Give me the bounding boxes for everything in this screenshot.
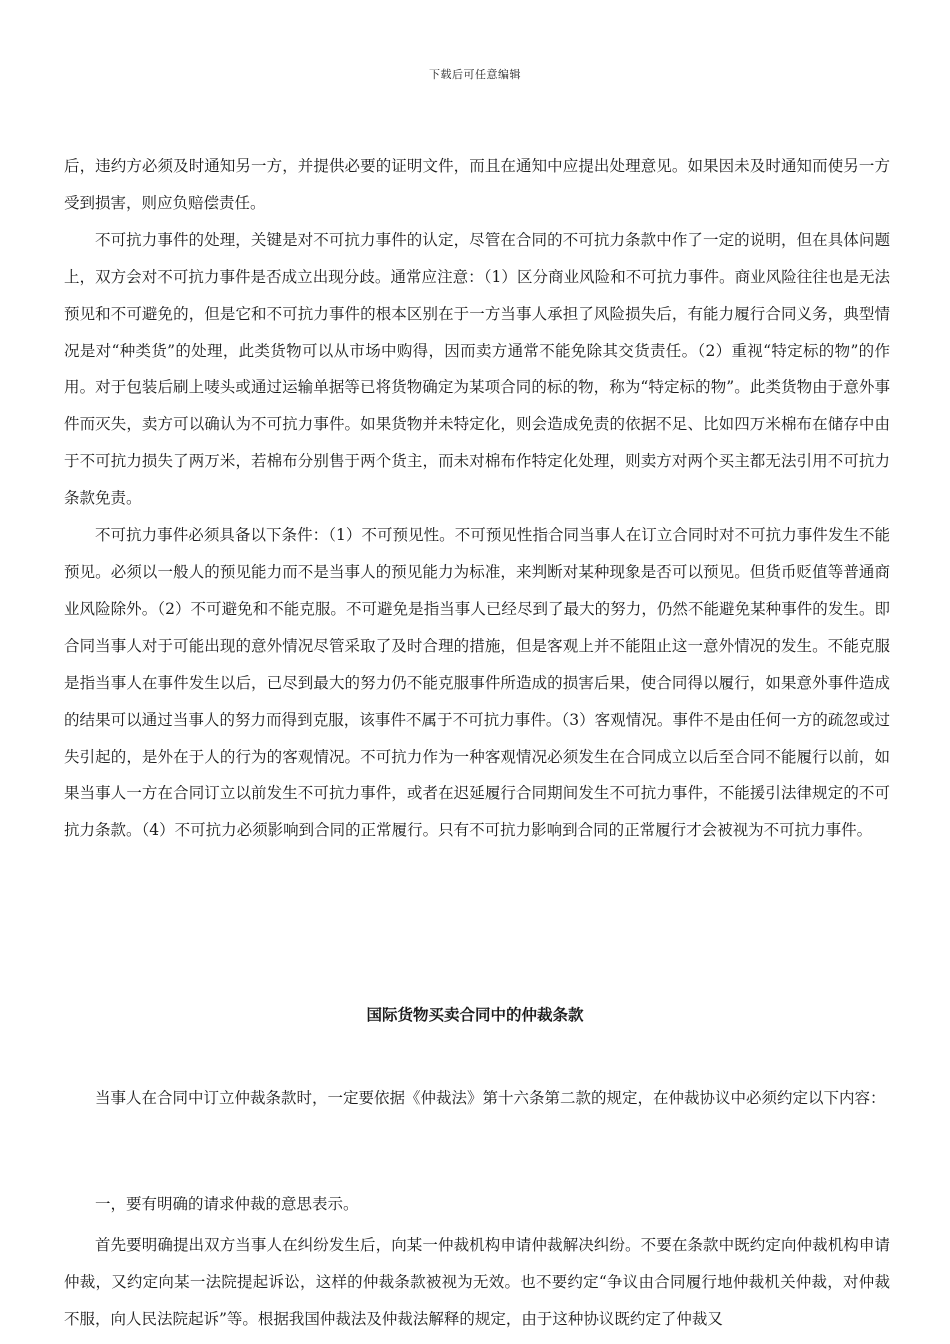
point-1-body: 首先要明确提出双方当事人在纠纷发生后，向某一仲裁机构申请仲裁解决纠纷。不要在条款中既约定向仲裁机构申请仲裁，又约定向某一法院提起诉讼，这样的仲裁条款被视为无效。也不要约定“争议由合同履行地仲裁机关仲裁，对仲裁不服，向人民法院起诉”等。根据我国仲裁法及仲裁法解释的规定，由于这种协议既约定了仲裁又 — [64, 1235, 890, 1328]
paragraph-arbitration-intro: 当事人在合同中订立仲裁条款时，一定要依据《仲裁法》第十六条第二款的规定，在仲裁协议中必须约定以下内容： — [95, 1089, 886, 1107]
point-1-heading: 一，要有明确的请求仲裁的意思表示。 — [95, 1195, 359, 1213]
section-heading-arbitration: 国际货物买卖合同中的仲裁条款 — [366, 1005, 584, 1024]
arbitration-point-block — [64, 1186, 890, 1338]
paragraph-handling: 不可抗力事件的处理，关键是对不可抗力事件的认定，尽管在合同的不可抗力条款中作了一定的说明，但在具体问题上，双方会对不可抗力事件是否成立出现分歧。通常应注意：（1）区分商业风险和不可抗力事件。商业风险往往也是无法预见和不可避免的，但是它和不可抗力事件的根本区别在于一方当事人承担了风险损失后，有能力履行合同义务，典型情况是对“种类货”的处理，此类货物可以从市场中购得，因而卖方通常不能免除其交货责任。（2）重视“特定标的物”的作用。对于包装后刷上唛头或通过运输单据等已将货物确定为某项合同的标的物，称为“特定标的物”。此类货物由于意外事件而灭失，卖方可以确认为不可抗力事件。如果货物并未特定化，则会造成免责的依据不足、比如四万米棉布在储存中由于不可抗力损失了两万米，若棉布分别售于两个货主，而未对棉布作特定化处理，则卖方对两个买主都无法引用不可抗力条款免责。 — [64, 230, 890, 508]
paragraph-notification: 后，违约方必须及时通知另一方，并提供必要的证明文件，而且在通知中应提出处理意见。如果因未及时通知而使另一方受到损害，则应负赔偿责任。 — [64, 157, 890, 212]
page-header-note: 下载后可任意编辑 — [429, 68, 521, 81]
force-majeure-section — [64, 148, 890, 849]
arbitration-intro-block — [64, 1070, 890, 1126]
paragraph-conditions: 不可抗力事件必须具备以下条件：（1）不可预见性。不可预见性指合同当事人在订立合同时对不可抗力事件发生不能预见。必须以一般人的预见能力而不是当事人的预见能力为标准，来判断对某种现象是否可以预见。但货币贬值等普通商业风险除外。（2）不可避免和不能克服。不可避免是指当事人已经尽到了最大的努力，仍然不能避免某种事件的发生。即合同当事人对于可能出现的意外情况尽管采取了及时合理的措施，但是客观上并不能阻止这一意外情况的发生。不能克服是指当事人在事件发生以后，已尽到最大的努力仍不能克服事件所造成的损害后果，使合同得以履行，如果意外事件造成的结果可以通过当事人的努力而得到克服，该事件不属于不可抗力事件。（3）客观情况。事件不是由任何一方的疏忽或过失引起的，是外在于人的行为的客观情况。不可抗力作为一种客观情况必须发生在合同成立以后至合同不能履行以前，如果当事人一方在合同订立以前发生不可抗力事件，或者在迟延履行合同期间发生不可抗力事件，不能援引法律规定的不可抗力条款。（4）不可抗力必须影响到合同的正常履行。只有不可抗力影响到合同的正常履行才会被视为不可抗力事件。 — [64, 526, 890, 840]
